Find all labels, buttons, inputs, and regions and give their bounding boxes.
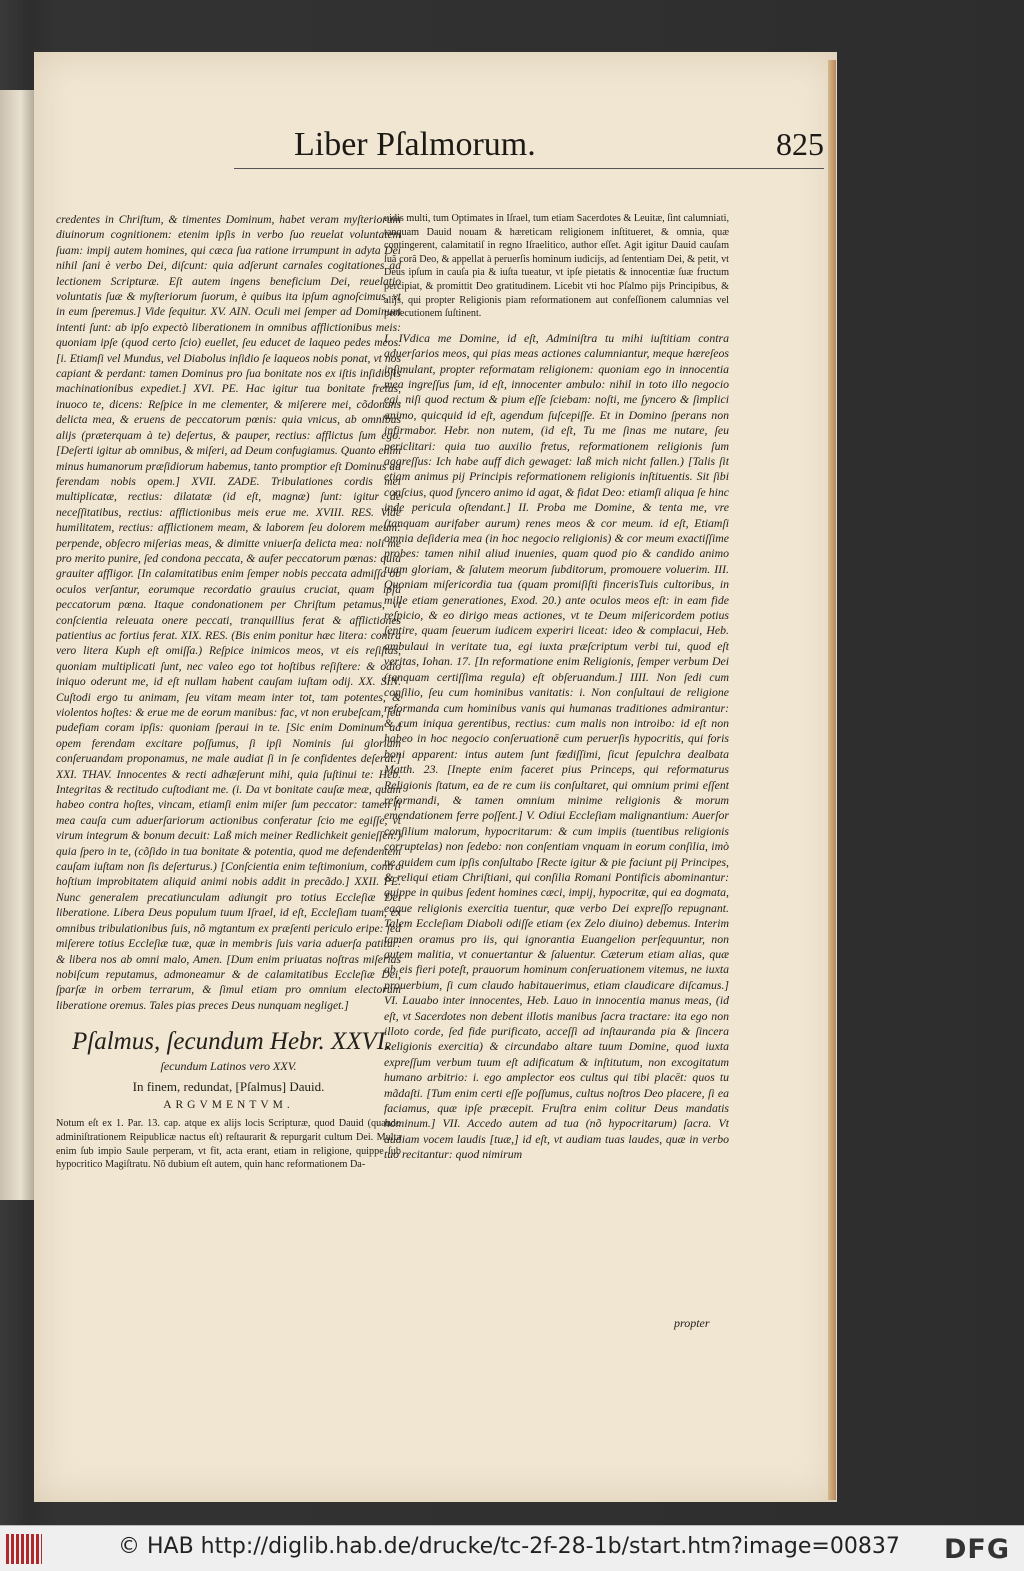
psalm-heading: Pſalmus, ſecundum Hebr. XXVI.	[72, 1028, 392, 1056]
viewer-footer	[0, 1525, 1024, 1571]
hab-logo-icon	[6, 1534, 42, 1564]
left-column	[56, 212, 401, 1482]
page-number: 825	[776, 126, 824, 162]
facing-page-edge	[0, 90, 34, 1200]
right-commentary: I. IVdica me Domine, id eſt, Adminiſtra tu mihi iuſtitiam contra aduerſarios meos, qui pias meas actiones calumniantur, meque hæreſeos inſimulant, propter reformatam religionem: quoniam ego in innocentia mea ingreſſus ſum, id eſt, innocenter ambulo: nihil in toto illo negocio egi, niſi quod rectum & pium eſſe ſciebam: noſti, me ſyncero & ſimplici animo, quicquid id eſt, agendum ſuſcepiſſe. Et in Domino ſperans non infirmabor. Hebr. non nutem, (id eſt, Tu me ſinas me nutare, ſeu periclitari: quia tuo auxilio fretus, reformationem religionis ſum aggreſſus: Ich habe auff dich gewaget: laß mich nicht fallen.) [Talis ſit etiam animus pij Principis reformationem religionis inſtituentis. Sit ſibi conſcius, quod ſyncero animo id agat, & fidat Deo: etiamſi aliqua ſe hinc inde pericula oſtendant.] II. Proba me Domine, & tenta me, vre (tanquam aurifaber aurum) renes meos & cor meum. id eſt, Etiamſi omnia deſideria mea (in hoc negocio religionis) & cor meum exactiſſime probes: tamen nihil aliud inuenies, quam quod pio & candido animo tuam gloriam, & ſalutem meorum ſubditorum, promouere voluerim. III. Quoniam miſericordia tua (quam promiſiſti fincerisTuis cultoribus, in mille etiam generationes, Exod. 20.) ante oculos meos eſt: in eam fide reſpicio, & eo dirigo meas actiones, vt te Deum miſericordem potius ſentire, quam ſeuerum iudicem experiri liceat: ideo & complacui, Heb. ambulaui in veritate tua, egi iuxta præſcriptum verbi tui, quod eſt veritas, Iohan. 17. [In reformatione enim Religionis, ſemper verbum Dei (tanquam certiſſima regula) eſt obſeruandum.] IIII. Non ſedi cum conſilio, ſeu cum hominibus vanitatis: i. Non conſultaui de religione reformanda cum hominibus vanis qui humanas traditiones admirantur: & cum iniqua gerentibus, rectius: cum malis non introibo: id eſt non habeo in hoc negocio conſeruationē cum peruerſis hypocritis, qui foris boni apparent: intus autem ſunt fœdiſſimi, ſicut ſepulchra dealbata Matth. 23. [Inepte enim faceret pius Princeps, qui reformaturus Religionis ſtatum, ea de re cum iis conſultaret, qui omnium primi eſſent reformandi, & tamen omnium minime religionis & morum emendationem ferre poſſent.] V. Odiui Eccleſiam malignantium: Auerſor conſilium malorum, hypocritarum: & cum impiis (tuentibus religionis corruptelas) non ſedebo: non conſentiam vnquam in eorum conſilia, imò ne quidem cum ipſis conſultabo [Recte igitur & pie faciunt pij Principes, & reliqui etiam Chriſtiani, qui conſilia Romani Pontificis abominantur: quippe in quibus ſedent homines cæci, impij, hypocritæ, qui ea dogmata, eaque religionis exercitia tuentur, quæ verbo Dei expreſſo repugnant. Talem Eccleſiam Diaboli odiſſe etiam (ex Zelo diuino) debemus. Interim tamen oramus pro iis, qui ignorantia Euangelion perſequuntur, non autem malitia, vt conuertantur & ſaluentur. Cæterum etiam alias, quæ ab eis fieri poteſt, prauorum hominum conſeruationem vitemus, ne iuxta prouerbium, ſi cum claudo habitauerimus, etiam claudicare diſcamus.] VI. Lauabo inter innocentes, Heb. Lauo in innocentia manus meas, (id eſt, vt Sacerdotes non debent illotis manibus ſacra tractare: ita ego non illoto corde, ſed fide purificato, acceſſi ad inſtauranda pia & ſincera Religionis exercitia) & circundabo altare tuum Domine, quod iuxta expreſſum verbum tuum eſt adificatum & inſtitutum, non excogitatum humano arbitrio: i. ego amplector eos cultus qui tibi placēt: quos tu mãdaſti. [Tum enim certi eſſe poſſumus, cultus noſtros Deo placere, ſi ea faciamus, quæ ipſe præcepit. Fruſtra enim colitur Deus mandatis hominum.] VII. Accedo autem ad tua (nõ hypocritarum) ſacra. Vt audiam vocem laudis [tuæ,] id eſt, vt audiam tuas laudes, quæ in verbo tuo recitantur: quod nimirum	[384, 330, 729, 1162]
psalm-title-line: In finem, redundat, [Pſalmus] Dauid.	[132, 1078, 325, 1094]
dfg-logo: DFG	[943, 1534, 1010, 1565]
argument-label: ARGVMENTVM.	[163, 1098, 294, 1111]
left-paragraph: credentes in Chriſtum, & timentes Dominum, habet veram myſteriorum diuinorum cognitionem: etenim ipſis in verbo ſuo reuelat voluntatem ſuam: impij autem homines, qui cæca ſua ratione irrumpunt in adyta Dei nihil ſani è verbo Dei, diſcunt: quia adſerunt carnales cogitationes ad lectionem Scripturæ. Eſt autem ingens beneficium Dei, reuelatio voluntatis ſuæ & myſteriorum ſuorum, è quibus ita ipſum agnoſcimus, vt in eum ſperemus.] Vide ſequitur. XV. AIN. Oculi mei ſemper ad Dominum intenti ſunt: ab ipſo expectò liberationem in omnibus afflictionibus meis: quoniam ipſe (quod certo ſcio) euellet, ſeu educet de laqueo pedes meos. [i. Etiamſi vel Mundus, vel Diabolus inſidio ſe laqueos nobis ponat, vt nos capiant & perdant: tamen Dominus pro ſua bonitate nos ex iſtis inſidioſis machinationibus expediet.] XVI. PE. Hac igitur tua bonitate fretus, inuoco te, dicens: Reſpice in me clementer, & miſerere mei, cõdonans delicta mea, & eruens de peccatorum pœnis: quia vnicus, ab omnibus alijs (præterquam à te) deſertus, & pauper, rectius: afflictus ſum ego. [Deſerti igitur ab omnibus, & miſeri, ad Deum confugiamus. Quanto enim minus humanorum præſidiorum habemus, tanto promptior eſt Dominus ad ferendam nobis opem.] XVII. ZADE. Tribulationes cordis mei multiplicatæ, rectius: dilatatæ (id eſt, magnæ) ſunt: igitur de neceſſitatibus, rectius: afflictionibus meis erue me. XVIII. RES. Vide humilitatem, rectius: afflictionem meam, & laborem ſeu dolorem meum: perpende, obſecro miſerias meas, & dimitte vniuerſa delicta mea: noli me pro merito punire, ſed condona peccata, & aufer peccatorum pœnas: quia grauiter affligor. [In calamitatibus enim ſemper nobis peccata admiſſa ob oculos verſantur, eorumque recordatio grauius cruciat, quam ipſa peccatorum pœna. Itaque condonationem per Chriſtum petamus, vt conſcientia releuata onere peccati, tranquillius ferat & afflictiones patientius ac fortius ferat. XIX. RES. (Bis enim ponitur hæc litera: contra vero litera Kuph eſt omiſſa.) Reſpice inimicos meos, vt eis reſiſtas, quoniam multiplicati ſunt, nec valeo ego tot hoſtibus reſiſtere: & odio iniquo oderunt me, id eſt nullam habent cauſam iuſtam odij. XX. SIN. Cuſtodi ergo tu animam, ſeu vitam meam inter tot, tam potentes, & violentos hoſtes: & erue me de eorum manibus: fac, vt non erubeſcam, ſeu pudefiam coram ipſis: quoniam ſperaui in te. [Sic enim Dominum ad opem ferendam excitare poſſumus, ſi ipſi Nominis ſui gloriam conſeruandam proponamus, ne male audiat ſi in ſe confidentes deſerat.] XXI. THAV. Innocentes & recti adhæſerunt mihi, quia ſuſtinui te: Heb. Integritas & rectitudo cuſtodiant me. (i. Da vt bonitate cauſæ meæ, quam habeo contra hoſtes, vincam, etiamſi enim miſer ſum peccator: tamen ſi mea cauſa cum aduerſariorum actionibus conferatur ſcio me egiſſe, vt virum integrum & bonum decuit: Laß mich meiner Redlichkeit genieſſen:) quia ſpero in te, (cõſido in tua bonitate & potentia, quod me defendentem cauſam iuſtam non ſis deſerturus.) [Conſcientia enim teſtimonium, contra hoſtium improbitatem aliquid animi nobis addit in precãdo.] XXII. PE. Nunc generalem precatiunculam adiungit pro totius Eccleſiæ Dei liberatione. Libera Deus populum tuum Iſrael, id eſt, Eccleſiam tuam, ex omnibus tribulationibus ſuis, nõ mgtantum ex præſenti periculo eripe: ſed miſerere totius Eccleſiæ tuæ, quæ in membris ſuis varia aduerſa patitur: & libera nos ab omni malo, Amen. [Dum enim priuatas noſtras miſerias nobiſcum reputamus, admoneamur & de calamitatibus Eccleſiæ Dei, ſparſæ in orbem terrarum, & ſimul etiam pro omnium electorum liberatione oremus. Tales pias preces Deus nunquam negliget.]	[56, 213, 401, 1012]
source-url[interactable]: © HAB http://diglib.hab.de/drucke/tc-2f-28-1b/start.htm?image=00837	[118, 1534, 900, 1559]
psalm-subheading: ſecundum Latinos vero XXV.	[160, 1059, 297, 1074]
page-fore-edge	[828, 60, 836, 1500]
right-column	[384, 212, 729, 1482]
right-argument-continuation: uidis multi, tum Optimates in Iſrael, tum etiam Sacerdotes & Leuitæ, ſint calumniati, tanquam Dauid nouam & hæreticam religionem inſtitueret, & omnia, quæ contingerent, calamitatiſ in regno Iſraelitico, author eſſet. Agit igitur Dauid cauſam ſuã corã Deo, & appellat à peruerſis hominum iudicijs, ad ſententiam Dei, & petit, vt Deus ipſum in cauſa pia & iuſta tueatur, vt ipſe pietatis & innocentiæ ſuæ fructum percipiat, & promittit Deo gratitudinem. Licebit vti hoc Pſalmo pijs Principibus, & alijs, qui propter Religionis piam reformationem aut confeſſionem calumnias vel perſecutionem ſuſtinent.	[384, 213, 729, 320]
catchword: propter	[674, 1316, 710, 1330]
running-head	[234, 118, 824, 169]
running-title: Liber Pſalmorum.	[294, 126, 536, 163]
argument-text: Notum eſt ex 1. Par. 13. cap. atque ex alijs locis Scripturæ, quod Dauid (quando adminiſtrationem Reipublicæ nactus eſt) reſtaurarit & repurgarit cultum Dei. Multa enim ſub impio Saule perperam, vt fit, acta erant, etiam in religione, quippe ſub hypocritico Magiſtratu. Nõ dubium eſt autem, quin hanc reformationem Da-	[56, 1118, 401, 1171]
book-page	[34, 52, 837, 1502]
